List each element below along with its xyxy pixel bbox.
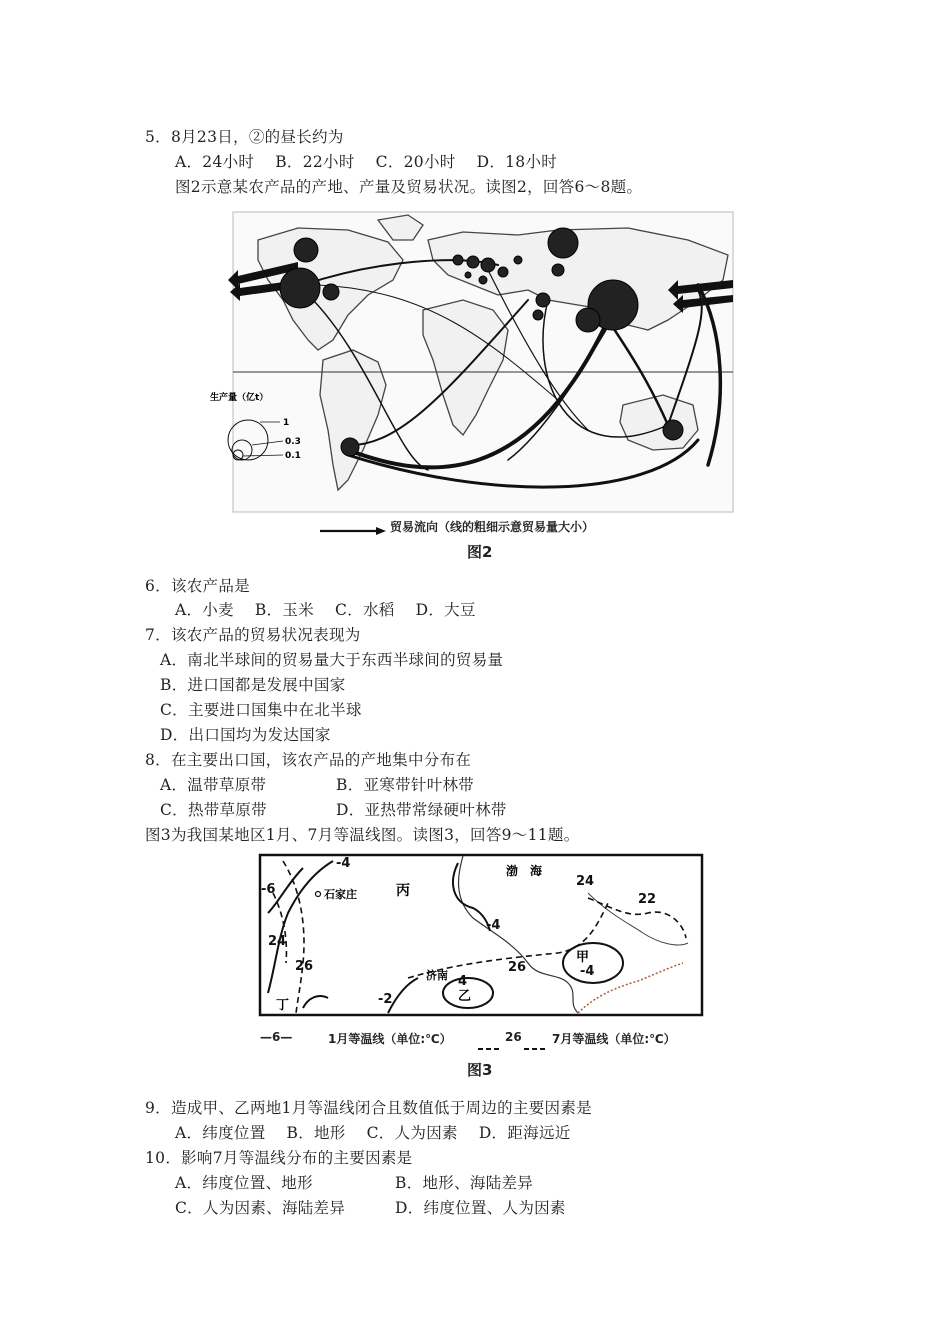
legend-value-01: 0.1 [285,451,301,461]
production-legend-title: 生产量（亿t） [210,393,269,403]
figure-2-world-map [210,200,738,532]
legend-jan-sample: —6— [260,1030,293,1044]
q6-options: A．小麦 B．玉米 C．水稻 D．大豆 [175,601,476,619]
q5-stem: 5．8月23日，②的昼长约为 [145,128,344,146]
legend-jul-dash-right [524,1036,546,1040]
jinan-label: 济南 [426,969,448,982]
world-map-svg [210,200,738,532]
q8-option-d: D．亚热带常绿硬叶林带 [336,801,507,819]
figure-3-isotherm-map [258,853,704,1017]
q7-option-c: C．主要进口国集中在北半球 [160,701,362,719]
jia-label: 甲 [576,950,590,965]
ding-label: 丁 [276,998,290,1013]
bing-label: 丙 [396,883,410,899]
iso-label-jul-24-right: 24 [576,874,595,889]
q7-option-b: B．进口国都是发展中国家 [160,676,346,694]
q10-option-c: C．人为因素、海陆差异 [175,1199,346,1217]
iso-label-jul-24-left: 24 [268,934,287,949]
figure-2-name: 图2 [467,543,493,561]
legend-jan-text: 1月等温线（单位:℃） [328,1032,452,1046]
q10-stem: 10．影响7月等温线分布的主要因素是 [145,1149,413,1167]
fig3-intro: 图3为我国某地区1月、7月等温线图。读图3，回答9～11题。 [145,826,580,844]
legend-jul-sample: 26 [505,1030,522,1044]
figure-3-name: 图3 [467,1061,493,1079]
iso-label-jan-minus6: -6 [261,882,276,897]
q8-option-b: B．亚寒带针叶林带 [336,776,475,794]
trade-flow-caption: 贸易流向（线的粗细示意贸易量大小） [390,520,595,534]
q7-option-a: A．南北半球间的贸易量大于东西半球间的贸易量 [160,651,504,669]
q7-option-d: D．出口国均为发达国家 [160,726,331,744]
q10-option-d: D．纬度位置、人为因素 [395,1199,566,1217]
isotherm-map-svg [258,853,704,1017]
legend-jul-text: 7月等温线（单位:℃） [552,1032,676,1046]
iso-label-jan-minus4-jia: -4 [580,964,595,979]
q9-options: A．纬度位置 B．地形 C．人为因素 D．距海远近 [175,1124,571,1142]
iso-label-jul-22: 22 [638,892,657,907]
legend-jul-dash-left [478,1036,500,1040]
fig2-intro: 图2示意某农产品的产地、产量及贸易状况。读图2，回答6～8题。 [175,178,643,196]
q7-stem: 7．该农产品的贸易状况表现为 [145,626,361,644]
yi-label: 乙 [458,989,472,1004]
q8-option-c: C．热带草原带 [160,801,267,819]
shijiazhuang-label: 石家庄 [324,888,357,901]
iso-label-jan-minus4-top: -4 [336,856,351,871]
q5-options: A．24小时 B．22小时 C．20小时 D．18小时 [175,153,558,171]
q10-option-b: B．地形、海陆差异 [395,1174,534,1192]
iso-label-jan-minus2: -2 [378,992,393,1007]
q8-option-a: A．温带草原带 [160,776,267,794]
iso-label-jan-minus4-center: -4 [486,918,501,933]
q9-stem: 9．造成甲、乙两地1月等温线闭合且数值低于周边的主要因素是 [145,1099,592,1117]
q10-option-a: A．纬度位置、地形 [175,1174,313,1192]
legend-value-1: 1 [283,418,290,428]
trade-arrow-sample [318,521,388,531]
iso-label-jan-4: 4 [458,974,468,989]
iso-label-jul-26-left: 26 [295,959,314,974]
iso-label-jul-26-center: 26 [508,960,527,975]
legend-value-03: 0.3 [285,437,301,447]
q6-stem: 6．该农产品是 [145,577,250,595]
q8-stem: 8．在主要出口国，该农产品的产地集中分布在 [145,751,472,769]
bohai-label: 渤 海 [506,864,543,878]
